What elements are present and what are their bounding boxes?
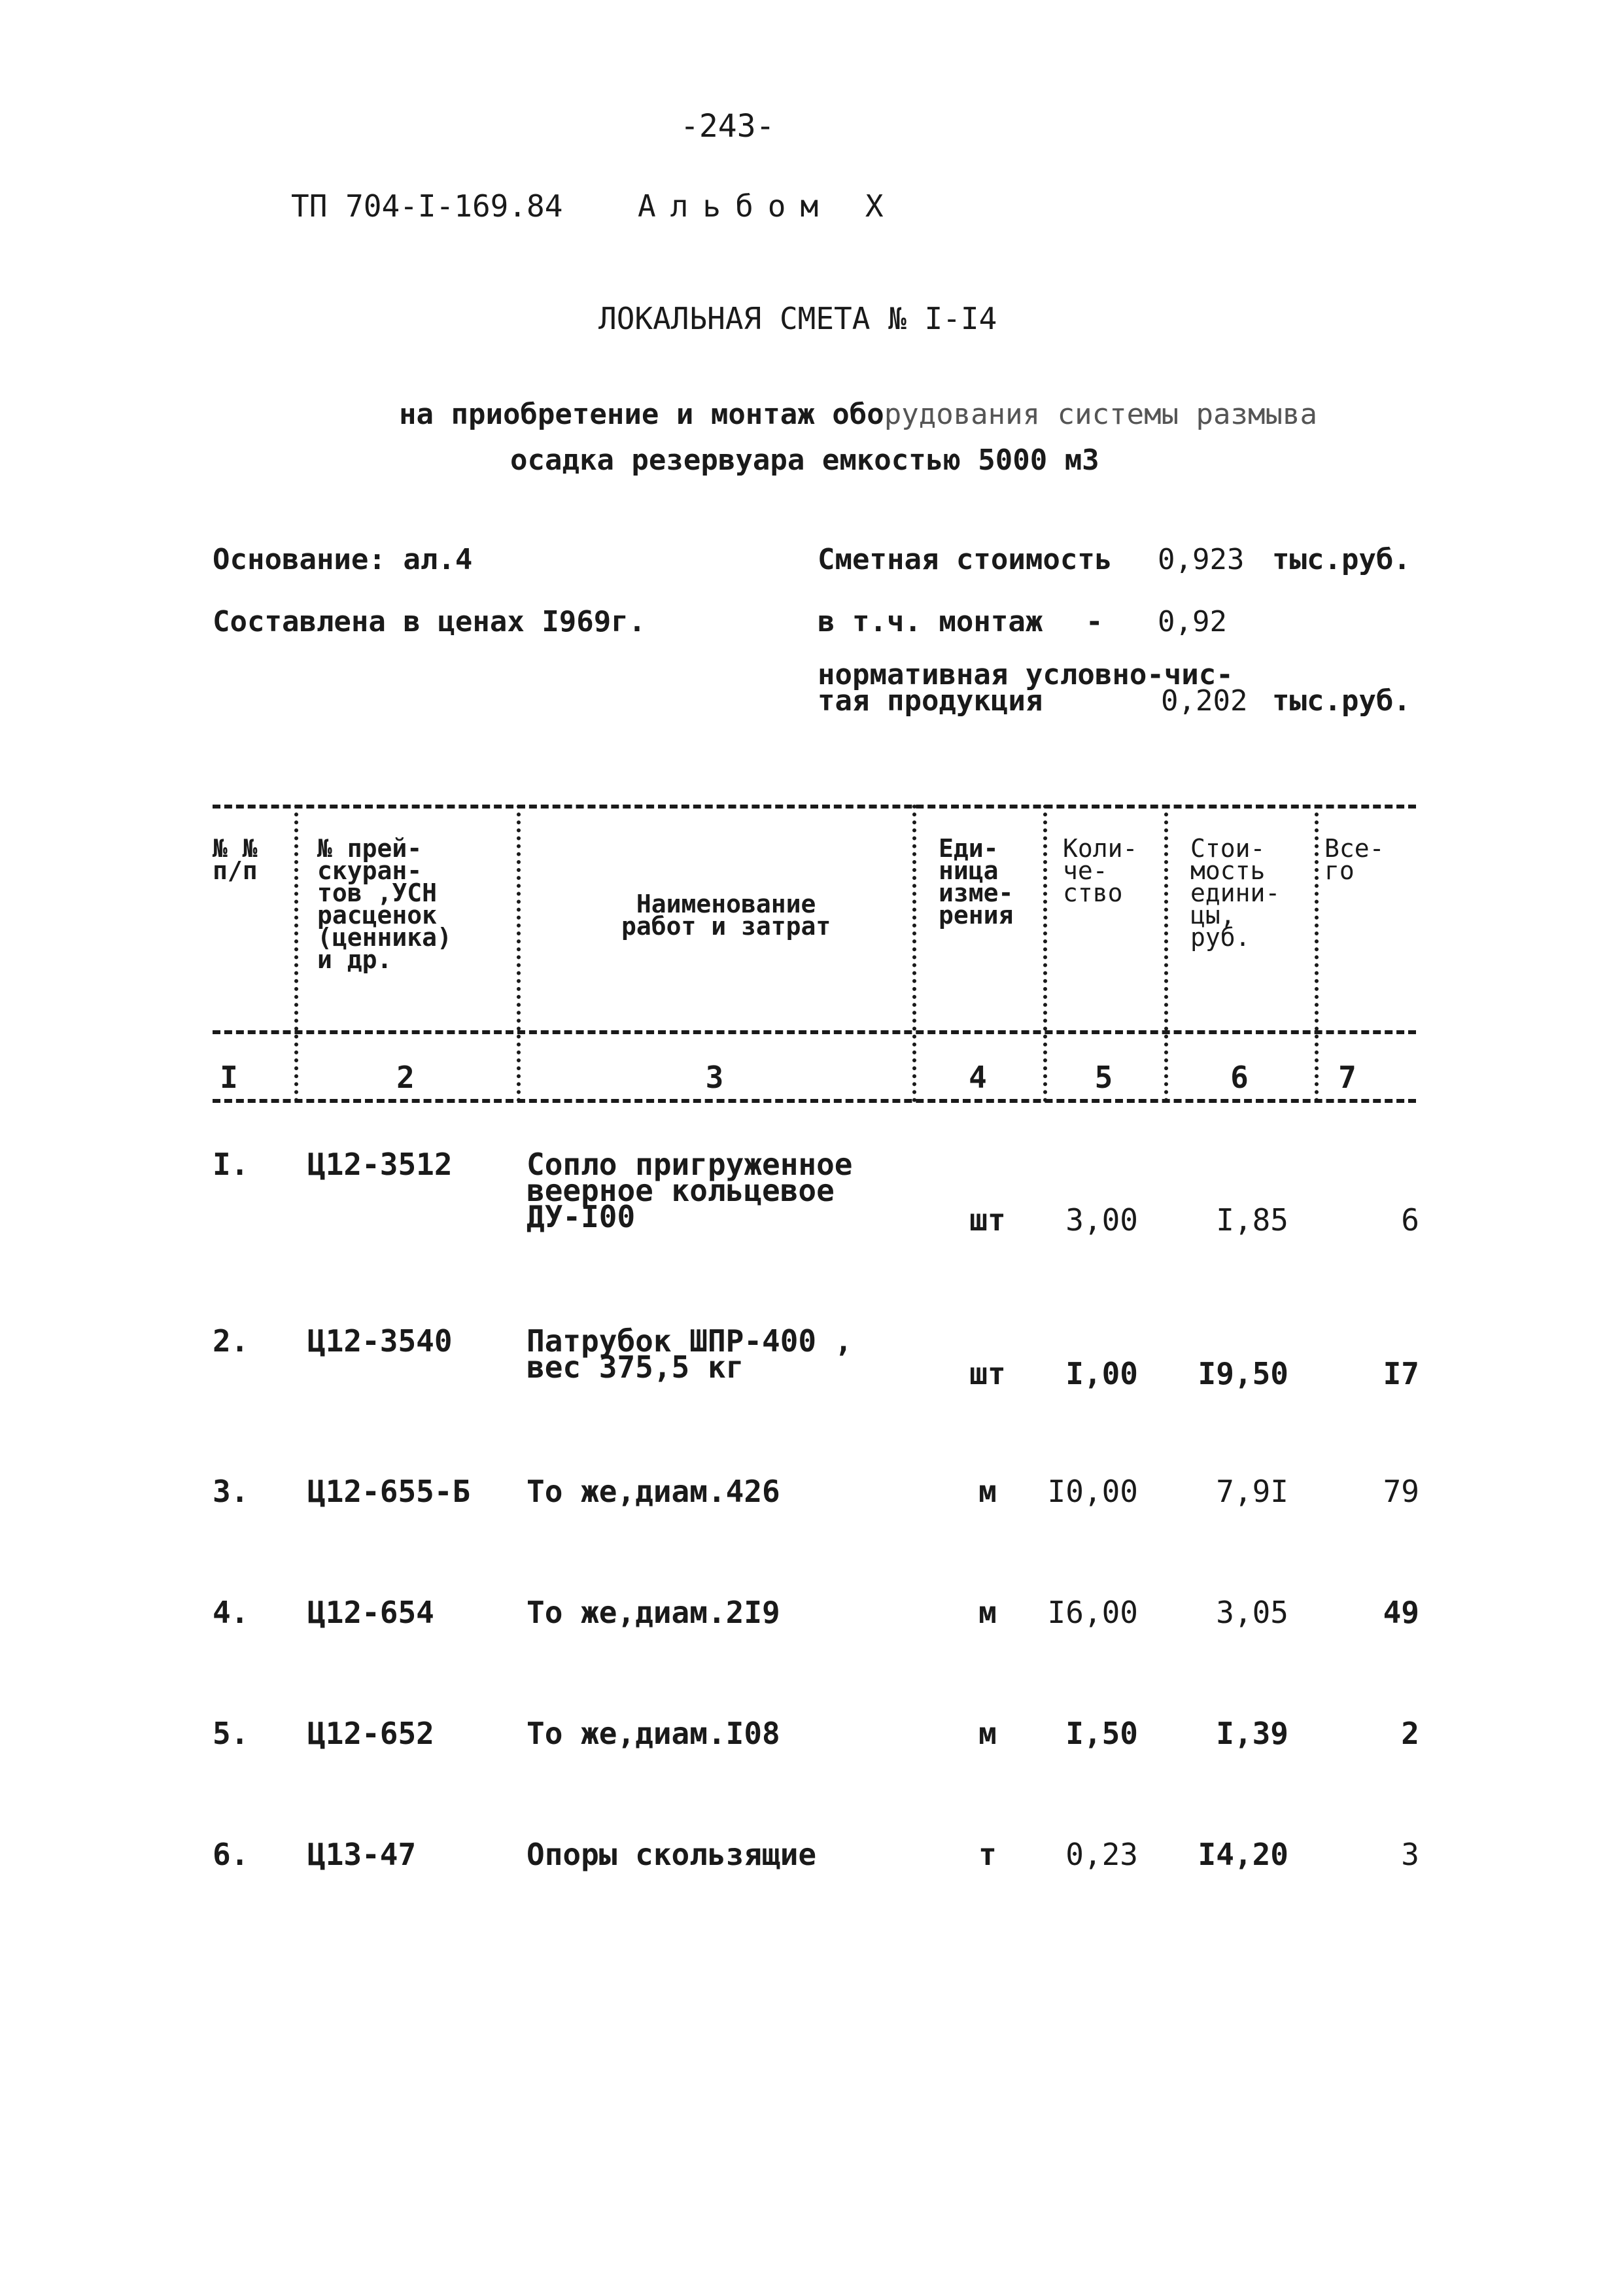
col-number-1: I bbox=[220, 1060, 238, 1095]
cost-unit: тыс.руб. bbox=[1272, 543, 1411, 576]
subtitle-line-1-faded: рудования системы размыва bbox=[884, 398, 1317, 431]
col-divider bbox=[294, 805, 298, 1102]
row-unit: м bbox=[978, 1474, 997, 1509]
install-value: 0,92 bbox=[1158, 605, 1227, 638]
col-divider bbox=[912, 805, 916, 1102]
table-row bbox=[0, 1837, 1624, 1933]
install-label: в т.ч. монтаж bbox=[818, 605, 1043, 638]
header-cell-name: Наименование работ и затрат bbox=[621, 890, 831, 941]
norm-label-2: тая продукция bbox=[818, 684, 1043, 718]
row-qty: I0,00 bbox=[1047, 1474, 1138, 1509]
row-qty: 3,00 bbox=[1065, 1202, 1138, 1238]
table-top-rule bbox=[213, 805, 1416, 809]
row-price: I9,50 bbox=[1198, 1356, 1288, 1391]
row-name: Опоры скользящие bbox=[527, 1837, 817, 1872]
col-number-5: 5 bbox=[1094, 1060, 1113, 1095]
row-number: 3. bbox=[213, 1474, 249, 1509]
row-total: 3 bbox=[1401, 1837, 1419, 1872]
table-row bbox=[0, 1716, 1624, 1812]
table-row bbox=[0, 1147, 1624, 1243]
row-total: 79 bbox=[1383, 1474, 1419, 1509]
col-divider bbox=[1164, 805, 1168, 1102]
cost-value: 0,923 bbox=[1158, 543, 1245, 576]
album-label: Альбом X bbox=[638, 188, 898, 224]
row-code: Ц12-655-Б bbox=[307, 1474, 471, 1509]
row-number: I. bbox=[213, 1147, 249, 1182]
row-name: То же,диам.426 bbox=[527, 1474, 780, 1509]
header-cell-number: № № п/п bbox=[213, 834, 258, 885]
table-header-rule bbox=[213, 1030, 1416, 1034]
row-number: 2. bbox=[213, 1323, 249, 1359]
row-unit: т bbox=[978, 1837, 997, 1872]
col-divider bbox=[1043, 805, 1047, 1102]
estimate-table-header bbox=[213, 805, 1416, 1132]
row-unit: шт bbox=[969, 1202, 1006, 1238]
row-price: I,39 bbox=[1216, 1716, 1288, 1751]
page-number: -243- bbox=[680, 108, 775, 145]
subtitle-line-1-text: на приобретение и монтаж обо bbox=[399, 398, 884, 431]
norm-value: 0,202 bbox=[1161, 684, 1248, 718]
norm-unit: тыс.руб. bbox=[1272, 684, 1411, 718]
install-dash: - bbox=[1086, 605, 1103, 638]
row-code: Ц13-47 bbox=[307, 1837, 417, 1872]
prices-label: Составлена в ценах I969г. bbox=[213, 605, 646, 638]
header-cell-unit: Еди- ница изме- рения bbox=[939, 834, 1014, 930]
table-row bbox=[0, 1595, 1624, 1691]
row-code: Ц12-3540 bbox=[307, 1323, 453, 1359]
row-unit: м bbox=[978, 1595, 997, 1630]
row-code: Ц12-3512 bbox=[307, 1147, 453, 1182]
row-name: Сопло пригруженное веерное кольцевое ДУ-I00 bbox=[527, 1147, 853, 1234]
row-unit: шт bbox=[969, 1356, 1006, 1391]
col-number-4: 4 bbox=[969, 1060, 987, 1095]
row-total: 49 bbox=[1383, 1595, 1419, 1630]
estimate-title: ЛОКАЛЬНАЯ СМЕТА № I-I4 bbox=[598, 301, 997, 336]
subtitle-line-1 bbox=[399, 398, 1317, 431]
row-price: I,85 bbox=[1216, 1202, 1288, 1238]
row-qty: I6,00 bbox=[1047, 1595, 1138, 1630]
row-number: 5. bbox=[213, 1716, 249, 1751]
cost-label: Сметная стоимость bbox=[818, 543, 1113, 576]
norm-label-1: нормативная условно-чис- bbox=[818, 658, 1234, 691]
col-divider bbox=[517, 805, 521, 1102]
col-number-7: 7 bbox=[1338, 1060, 1356, 1095]
header-cell-code: № прей- скуран- тов ,УСН расценок (ценника) и др. bbox=[317, 834, 452, 974]
header-cell-price: Стои- мость едини- цы, руб. bbox=[1190, 834, 1281, 952]
row-price: I4,20 bbox=[1198, 1837, 1288, 1872]
table-row bbox=[0, 1323, 1624, 1419]
row-qty: I,50 bbox=[1065, 1716, 1138, 1751]
table-number-rule bbox=[213, 1099, 1416, 1103]
subtitle-line-2: осадка резервуара емкостью 5000 м3 bbox=[510, 444, 1099, 477]
row-number: 4. bbox=[213, 1595, 249, 1630]
row-name: То же,диам.2I9 bbox=[527, 1595, 780, 1630]
row-qty: I,00 bbox=[1065, 1356, 1138, 1391]
table-row bbox=[0, 1474, 1624, 1570]
row-price: 7,9I bbox=[1216, 1474, 1288, 1509]
document-code: ТП 704-I-169.84 bbox=[291, 188, 563, 224]
col-number-6: 6 bbox=[1230, 1060, 1249, 1095]
row-price: 3,05 bbox=[1216, 1595, 1288, 1630]
row-total: 6 bbox=[1401, 1202, 1419, 1238]
row-name: То же,диам.I08 bbox=[527, 1716, 780, 1751]
row-total: I7 bbox=[1383, 1356, 1419, 1391]
header-cell-total: Все- го bbox=[1324, 834, 1385, 885]
row-name: Патрубок ШПР-400 , вес 375,5 кг bbox=[527, 1323, 853, 1385]
row-unit: м bbox=[978, 1716, 997, 1751]
row-code: Ц12-654 bbox=[307, 1595, 434, 1630]
header-cell-qty: Коли- че- ство bbox=[1063, 834, 1138, 907]
row-code: Ц12-652 bbox=[307, 1716, 434, 1751]
row-qty: 0,23 bbox=[1065, 1837, 1138, 1872]
col-number-3: 3 bbox=[705, 1060, 724, 1095]
col-divider bbox=[1315, 805, 1319, 1102]
col-number-2: 2 bbox=[396, 1060, 415, 1095]
row-number: 6. bbox=[213, 1837, 249, 1872]
basis-label: Основание: ал.4 bbox=[213, 543, 473, 576]
row-total: 2 bbox=[1401, 1716, 1419, 1751]
